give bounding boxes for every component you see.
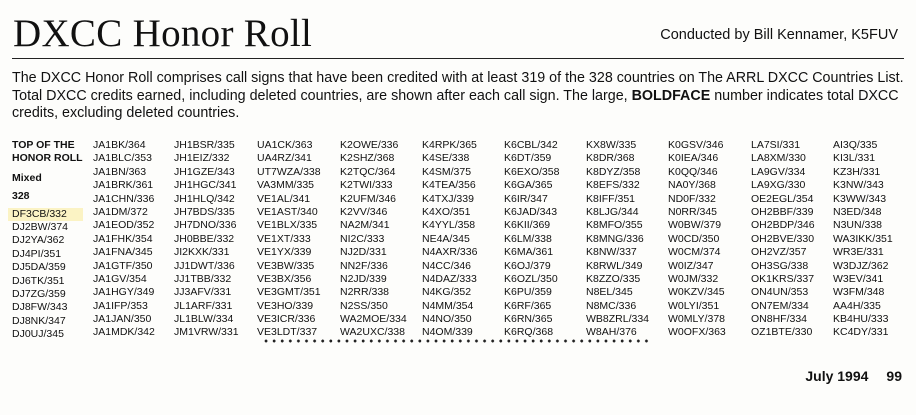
callsign-entry: K2SHZ/368 — [340, 152, 395, 165]
callsign-entry: JH1EIZ/332 — [174, 152, 230, 165]
callsign-entry: OH2BBF/339 — [751, 205, 814, 218]
callsign-entry: JH7BDS/335 — [174, 205, 235, 218]
callsign-list-2 — [174, 139, 239, 340]
callsign-entry: K4SM/375 — [422, 165, 472, 178]
callsign-entry: KX8W/335 — [586, 139, 637, 151]
callsign-entry: K6EXO/358 — [504, 165, 560, 178]
callsign-entry: W0CD/350 — [668, 232, 720, 245]
callsign-entry: K2TQC/364 — [340, 165, 396, 178]
callsign-entry: DJ8FW/343 — [12, 301, 68, 314]
callsign-entry: ON4UN/353 — [751, 286, 809, 299]
callsign-entry: N3ED/348 — [833, 205, 882, 218]
callsign-entry: DJ2YA/362 — [12, 234, 65, 247]
callsign-entry: W3EV/341 — [833, 272, 884, 285]
callsign-entry: JA1BK/364 — [93, 139, 146, 151]
callsign-entry: JA1BLC/353 — [93, 152, 152, 165]
callsign-list-3 — [257, 139, 321, 340]
callsign-entry: N3UN/338 — [833, 219, 883, 232]
callsign-entry: JA1FNA/345 — [93, 246, 153, 259]
callsign-entry: K3NW/343 — [833, 179, 884, 192]
callsign-entry: NN2F/336 — [340, 259, 388, 272]
callsign-entry: DJ4PI/351 — [12, 247, 62, 260]
callsign-entry: N4DAZ/333 — [422, 272, 477, 285]
callsign-entry: VE1YX/339 — [257, 246, 312, 259]
callsign-entry: K2UFM/346 — [340, 192, 397, 205]
callsign-entry: JH7DNO/336 — [174, 219, 237, 232]
callsign-entry: K4SE/338 — [422, 152, 470, 165]
callsign-entry: K6OJ/379 — [504, 259, 551, 272]
callsign-entry: N0RR/345 — [668, 205, 718, 218]
callsign-entry: K8MNG/336 — [586, 232, 644, 245]
callsign-entry: W8AH/376 — [586, 326, 637, 339]
callsign-entry: VA3MM/335 — [257, 179, 314, 192]
callsign-entry: UA1CK/363 — [257, 139, 313, 151]
page-number: 99 — [886, 368, 902, 384]
callsign-entry: WR3E/331 — [833, 246, 884, 259]
callsign-entry: K6PU/359 — [504, 286, 552, 299]
callsign-entry: W0LYI/351 — [668, 299, 720, 312]
callsign-entry: AA4H/335 — [833, 299, 881, 312]
callsign-entry: NI2C/333 — [340, 232, 385, 245]
callsign-entry: VE3LDT/337 — [257, 326, 318, 339]
issue-date: July 1994 — [805, 368, 869, 384]
callsign-entry: JA1IFP/353 — [93, 299, 148, 312]
callsign-entry: JA1BN/363 — [93, 165, 147, 178]
callsign-entry: VE3BW/335 — [257, 259, 315, 272]
callsign-entry: K2VV/346 — [340, 205, 388, 218]
intro-boldface: BOLDFACE — [631, 87, 711, 104]
callsign-entry: K4TEA/356 — [422, 179, 476, 192]
callsign-entry: VE1BLX/335 — [257, 219, 318, 232]
callsign-entry: W0MLY/378 — [668, 313, 725, 326]
callsign-entry: JA1HGY/349 — [93, 286, 155, 299]
callsign-entry: DJ0UJ/345 — [12, 328, 64, 341]
callsign-entry: JA1BRK/361 — [93, 179, 154, 192]
callsign-entry: K8DYZ/358 — [586, 165, 641, 178]
callsign-entry: N4MM/354 — [422, 299, 474, 312]
callsign-entry: K4RPK/365 — [422, 139, 477, 151]
callsign-entry: K6JAD/343 — [504, 205, 558, 218]
callsign-entry: KI3L/331 — [833, 152, 876, 165]
callsign-entry: K6DT/359 — [504, 152, 552, 165]
callsign-entry: NE4A/345 — [422, 232, 470, 245]
section-heading-line1: TOP OF THE — [12, 139, 75, 151]
callsign-entry: DJ8NK/347 — [12, 314, 66, 327]
callsign-entry: ON7EM/334 — [751, 299, 809, 312]
callsign-list-7 — [586, 139, 649, 340]
callsign-list-5 — [422, 139, 477, 340]
callsign-entry: JM1VRW/331 — [174, 326, 239, 339]
callsign-entry: JI2KXK/331 — [174, 246, 230, 259]
callsign-entry: K6RN/365 — [504, 313, 553, 326]
callsign-entry: JL1BLW/334 — [174, 313, 234, 326]
column-byline: Conducted by Bill Kennamer, K5FUV — [660, 27, 898, 43]
callsign-entry: KZ3H/331 — [833, 165, 881, 178]
callsign-entry: K6RF/365 — [504, 299, 552, 312]
callsign-entry: W0IZ/347 — [668, 259, 714, 272]
callsign-entry: JJ3AFV/331 — [174, 286, 232, 299]
callsign-entry: K4TXJ/339 — [422, 192, 474, 205]
callsign-entry: WA3IKK/351 — [833, 232, 893, 245]
callsign-list-8 — [668, 139, 726, 340]
callsign-list-4 — [340, 139, 407, 340]
callsign-entry: JJ1TBB/332 — [174, 272, 232, 285]
callsign-entry: JH0BBE/332 — [174, 232, 235, 245]
callsign-entry: N4AXR/336 — [422, 246, 478, 259]
page-footer — [805, 368, 902, 384]
callsign-entry: K3WW/343 — [833, 192, 887, 205]
callsign-entry: OH2BDP/346 — [751, 219, 815, 232]
page-title: DXCC Honor Roll — [13, 12, 313, 55]
callsign-entry: VE3GMT/351 — [257, 286, 321, 299]
callsign-entry: KC4DY/331 — [833, 326, 889, 339]
callsign-entry: JH1HGC/341 — [174, 179, 237, 192]
callsign-entry: DF3CB/332 — [8, 208, 83, 221]
category-label: Mixed — [12, 171, 42, 184]
callsign-entry: JJ1DWT/336 — [174, 259, 235, 272]
callsign-entry: DJ6TK/351 — [12, 274, 65, 287]
callsign-entry: OH3SG/338 — [751, 259, 809, 272]
callsign-entry: K8MFO/355 — [586, 219, 643, 232]
callsign-entry: LA8XM/330 — [751, 152, 806, 165]
callsign-entry: K6IR/347 — [504, 192, 548, 205]
column-0 — [12, 139, 83, 342]
callsign-entry: K2TWI/333 — [340, 179, 393, 192]
callsign-entry: K0QQ/346 — [668, 165, 718, 178]
callsign-entry: KB4HU/333 — [833, 313, 889, 326]
callsign-entry: DJ5DA/359 — [12, 261, 66, 274]
callsign-entry: WA2MOE/334 — [340, 313, 407, 326]
callsign-entry: K8NW/337 — [586, 246, 637, 259]
callsign-list-10 — [833, 139, 893, 340]
callsign-entry: NA2M/341 — [340, 219, 390, 232]
callsign-entry: LA9GV/334 — [751, 165, 806, 178]
callsign-entry: LA7SI/331 — [751, 139, 801, 151]
callsign-entry: K4XO/351 — [422, 205, 471, 218]
callsign-entry: OE2EGL/354 — [751, 192, 814, 205]
callsign-entry: K0GSV/346 — [668, 139, 724, 151]
callsign-entry: OK1KRS/337 — [751, 272, 815, 285]
callsign-entry: K8IFF/351 — [586, 192, 636, 205]
callsign-entry: VE1AST/340 — [257, 205, 318, 218]
callsign-entry: DJ7ZG/359 — [12, 287, 66, 300]
callsign-entry: JA1FHK/354 — [93, 232, 153, 245]
callsign-entry: JA1EOD/352 — [93, 219, 155, 232]
callsign-entry: WA2UXC/338 — [340, 326, 405, 339]
callsign-list-6 — [504, 139, 559, 340]
callsign-entry: VE1XT/333 — [257, 232, 311, 245]
callsign-entry: N8MC/336 — [586, 299, 637, 312]
callsign-entry: JH1BSR/335 — [174, 139, 235, 151]
callsign-entry: W3FM/348 — [833, 286, 885, 299]
callsign-entry: N8EL/345 — [586, 286, 633, 299]
intro-text-2: number indicates total DXCC credits, excluding deleted countries. — [12, 87, 899, 121]
callsign-entry: VE1AL/341 — [257, 192, 311, 205]
callsign-entry: DJ2BW/374 — [12, 221, 69, 234]
callsign-entry: N2JD/339 — [340, 272, 387, 285]
callsign-entry: W0CM/374 — [668, 246, 721, 259]
callsign-entry: K2OWE/336 — [340, 139, 399, 151]
callsign-entry: VE3HO/339 — [257, 299, 314, 312]
callsign-entry: JA1MDK/342 — [93, 326, 155, 339]
callsign-entry: N2SS/350 — [340, 299, 388, 312]
callsign-entry: K0IEA/346 — [668, 152, 719, 165]
callsign-entry: JH1GZE/343 — [174, 165, 235, 178]
callsign-list-0 — [12, 208, 83, 342]
callsign-entry: N4KG/352 — [422, 286, 472, 299]
callsign-entry: OH2VZ/357 — [751, 246, 807, 259]
callsign-entry: W0JM/332 — [668, 272, 719, 285]
callsign-entry: WB8ZRL/334 — [586, 313, 650, 326]
callsign-entry: K6KII/369 — [504, 219, 551, 232]
intro-text-1: The DXCC Honor Roll comprises call signs that have been credited with at least 319 of the 328 countries on The ARRL DXCC Countries List. Total DXCC credits earned, including deleted countries, are shown after each call sign. The large, — [12, 70, 904, 104]
callsign-entry: LA9XG/330 — [751, 179, 806, 192]
section-heading-line2: HONOR ROLL — [12, 152, 83, 165]
title-rule — [12, 58, 904, 59]
callsign-entry: N4OM/339 — [422, 326, 473, 339]
callsign-entry: K8RWL/349 — [586, 259, 643, 272]
callsign-entry: W0BW/379 — [668, 219, 722, 232]
callsign-entry: JA1CHN/336 — [93, 192, 155, 205]
callsign-entry: NJ2D/331 — [340, 246, 387, 259]
callsign-entry: K8DR/368 — [586, 152, 635, 165]
callsign-entry: K6OZL/350 — [504, 272, 558, 285]
callsign-entry: UT7WZA/338 — [257, 165, 321, 178]
callsign-entry: UA4RZ/341 — [257, 152, 312, 165]
callsign-entry: K4YYL/358 — [422, 219, 476, 232]
callsign-entry: VE3ICR/336 — [257, 313, 316, 326]
intro-paragraph — [12, 70, 908, 123]
callsign-entry: OH2BVE/330 — [751, 232, 815, 245]
callsign-entry: JA1GV/354 — [93, 272, 147, 285]
callsign-entry: W0OFX/363 — [668, 326, 726, 339]
callsign-entry: ON8HF/334 — [751, 313, 808, 326]
callsign-entry: ND0F/332 — [668, 192, 716, 205]
callsign-entry: K8EFS/332 — [586, 179, 640, 192]
callsign-entry: K8ZZO/335 — [586, 272, 641, 285]
callsign-entry: AI3Q/335 — [833, 139, 878, 151]
category-total: 328 — [12, 190, 30, 203]
callsign-entry: OZ1BTE/330 — [751, 326, 813, 339]
callsign-entry: JA1JAN/350 — [93, 313, 152, 326]
callsign-list-1 — [93, 139, 155, 340]
callsign-entry: JL1ARF/331 — [174, 299, 233, 312]
callsign-entry: K6MA/361 — [504, 246, 554, 259]
callsign-entry: K6LM/338 — [504, 232, 552, 245]
callsign-entry: K8LJG/344 — [586, 205, 639, 218]
callsign-entry: N2RR/338 — [340, 286, 390, 299]
callsign-entry: N4CC/346 — [422, 259, 472, 272]
callsign-entry: W0KZV/345 — [668, 286, 725, 299]
callsign-entry: JH1HLQ/342 — [174, 192, 235, 205]
callsign-entry: K6GA/365 — [504, 179, 553, 192]
callsign-entry: NA0Y/368 — [668, 179, 716, 192]
callsign-entry: W3DJZ/362 — [833, 259, 889, 272]
callsign-entry: K6RQ/368 — [504, 326, 554, 339]
callsign-entry: JA1GTF/350 — [93, 259, 153, 272]
callsign-entry: K6CBL/342 — [504, 139, 558, 151]
dotted-separator — [262, 338, 651, 344]
callsign-entry: N4NO/350 — [422, 313, 472, 326]
callsign-entry: JA1DM/372 — [93, 205, 148, 218]
callsign-list-9 — [751, 139, 815, 340]
callsign-entry: VE3BX/356 — [257, 272, 312, 285]
